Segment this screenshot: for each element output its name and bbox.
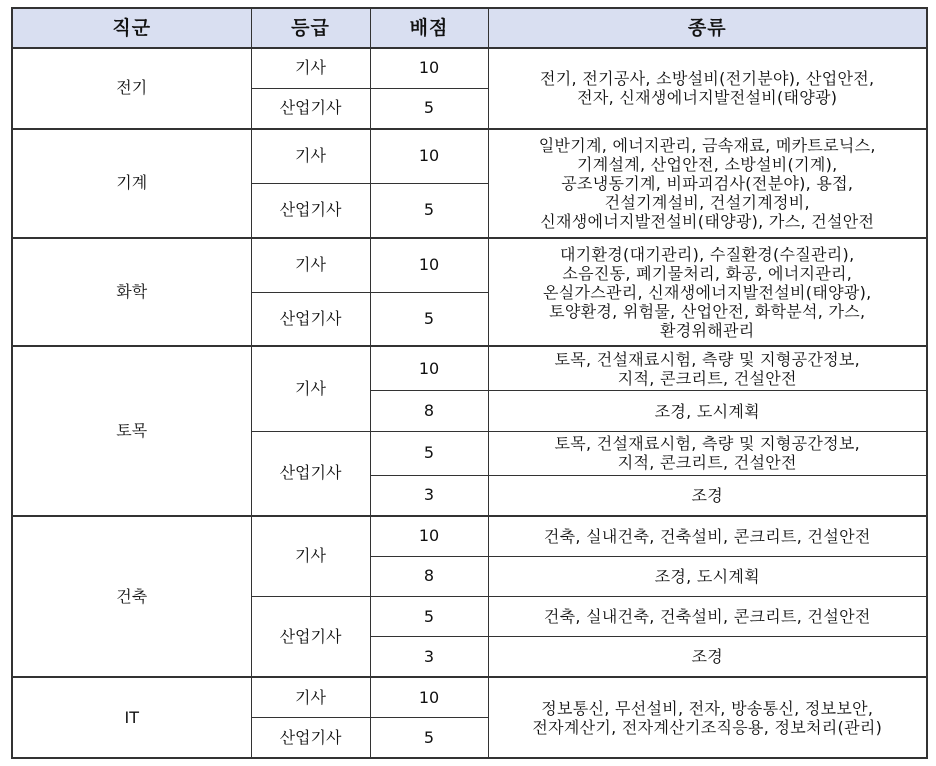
job-cell: 기계 [12, 129, 251, 238]
items-cell: 조경 [488, 637, 927, 677]
grade-cell: 산업기사 [251, 718, 370, 758]
items-cell: 토목, 건설재료시험, 측량 및 지형공간정보, 지적, 콘크리트, 건설안전 [488, 346, 927, 390]
job-cell: 전기 [12, 48, 251, 129]
header-items: 종류 [488, 8, 927, 48]
items-cell: 건축, 실내건축, 건축설비, 콘크리트, 건설안전 [488, 516, 927, 556]
job-cell: 화학 [12, 238, 251, 347]
grade-cell: 산업기사 [251, 183, 370, 237]
table-row [12, 516, 927, 556]
grade-cell: 산업기사 [251, 597, 370, 678]
score-cell: 3 [370, 476, 488, 516]
qualification-score-table [11, 7, 928, 759]
header-score: 배점 [370, 8, 488, 48]
score-cell: 10 [370, 238, 488, 292]
items-cell: 정보통신, 무선설비, 전자, 방송통신, 정보보안, 전자계산기, 전자계산기조직응용, 정보처리(관리) [488, 677, 927, 758]
items-cell: 조경, 도시계획 [488, 391, 927, 431]
score-cell: 5 [370, 183, 488, 237]
score-cell: 5 [370, 718, 488, 758]
table-row [12, 48, 927, 88]
header-row [12, 8, 927, 48]
job-cell: 토목 [12, 346, 251, 515]
score-cell: 5 [370, 292, 488, 346]
score-cell: 10 [370, 677, 488, 717]
score-cell: 8 [370, 391, 488, 431]
items-cell: 전기, 전기공사, 소방설비(전기분야), 산업안전, 전자, 신재생에너지발전설비(태양광) [488, 48, 927, 129]
items-cell: 조경, 도시계획 [488, 556, 927, 596]
grade-cell: 산업기사 [251, 292, 370, 346]
grade-cell: 기사 [251, 238, 370, 292]
items-cell: 일반기계, 에너지관리, 금속재료, 메카트로닉스, 기계설계, 산업안전, 소방설비(기계), 공조냉동기계, 비파괴검사(전분야), 용접, 건설기계설비, 건설기계정비, 신재생에너지발전설비(태양광), 가스, 건설안전 [488, 129, 927, 238]
items-cell: 토목, 건설재료시험, 측량 및 지형공간정보, 지적, 콘크리트, 건설안전 [488, 431, 927, 475]
score-cell: 5 [370, 88, 488, 128]
score-cell: 5 [370, 431, 488, 475]
items-cell: 조경 [488, 476, 927, 516]
score-cell: 10 [370, 48, 488, 88]
grade-cell: 산업기사 [251, 431, 370, 516]
score-cell: 5 [370, 597, 488, 637]
table-row [12, 677, 927, 717]
job-cell: 건축 [12, 516, 251, 677]
grade-cell: 산업기사 [251, 88, 370, 128]
grade-cell: 기사 [251, 346, 370, 431]
header-job: 직군 [12, 8, 251, 48]
score-cell: 3 [370, 637, 488, 677]
header-grade: 등급 [251, 8, 370, 48]
grade-cell: 기사 [251, 677, 370, 717]
score-cell: 10 [370, 516, 488, 556]
grade-cell: 기사 [251, 129, 370, 183]
grade-cell: 기사 [251, 516, 370, 597]
table-row [12, 238, 927, 292]
score-cell: 10 [370, 346, 488, 390]
items-cell: 대기환경(대기관리), 수질환경(수질관리), 소음진동, 폐기물처리, 화공, 에너지관리, 온실가스관리, 신재생에너지발전설비(태양광), 토양환경, 위험물, 산업안전, 화학분석, 가스, 환경위해관리 [488, 238, 927, 347]
items-cell: 건축, 실내건축, 건축설비, 콘크리트, 건설안전 [488, 597, 927, 637]
score-cell: 10 [370, 129, 488, 183]
table-row [12, 346, 927, 390]
score-cell: 8 [370, 556, 488, 596]
grade-cell: 기사 [251, 48, 370, 88]
table-row [12, 129, 927, 183]
job-cell: IT [12, 677, 251, 758]
